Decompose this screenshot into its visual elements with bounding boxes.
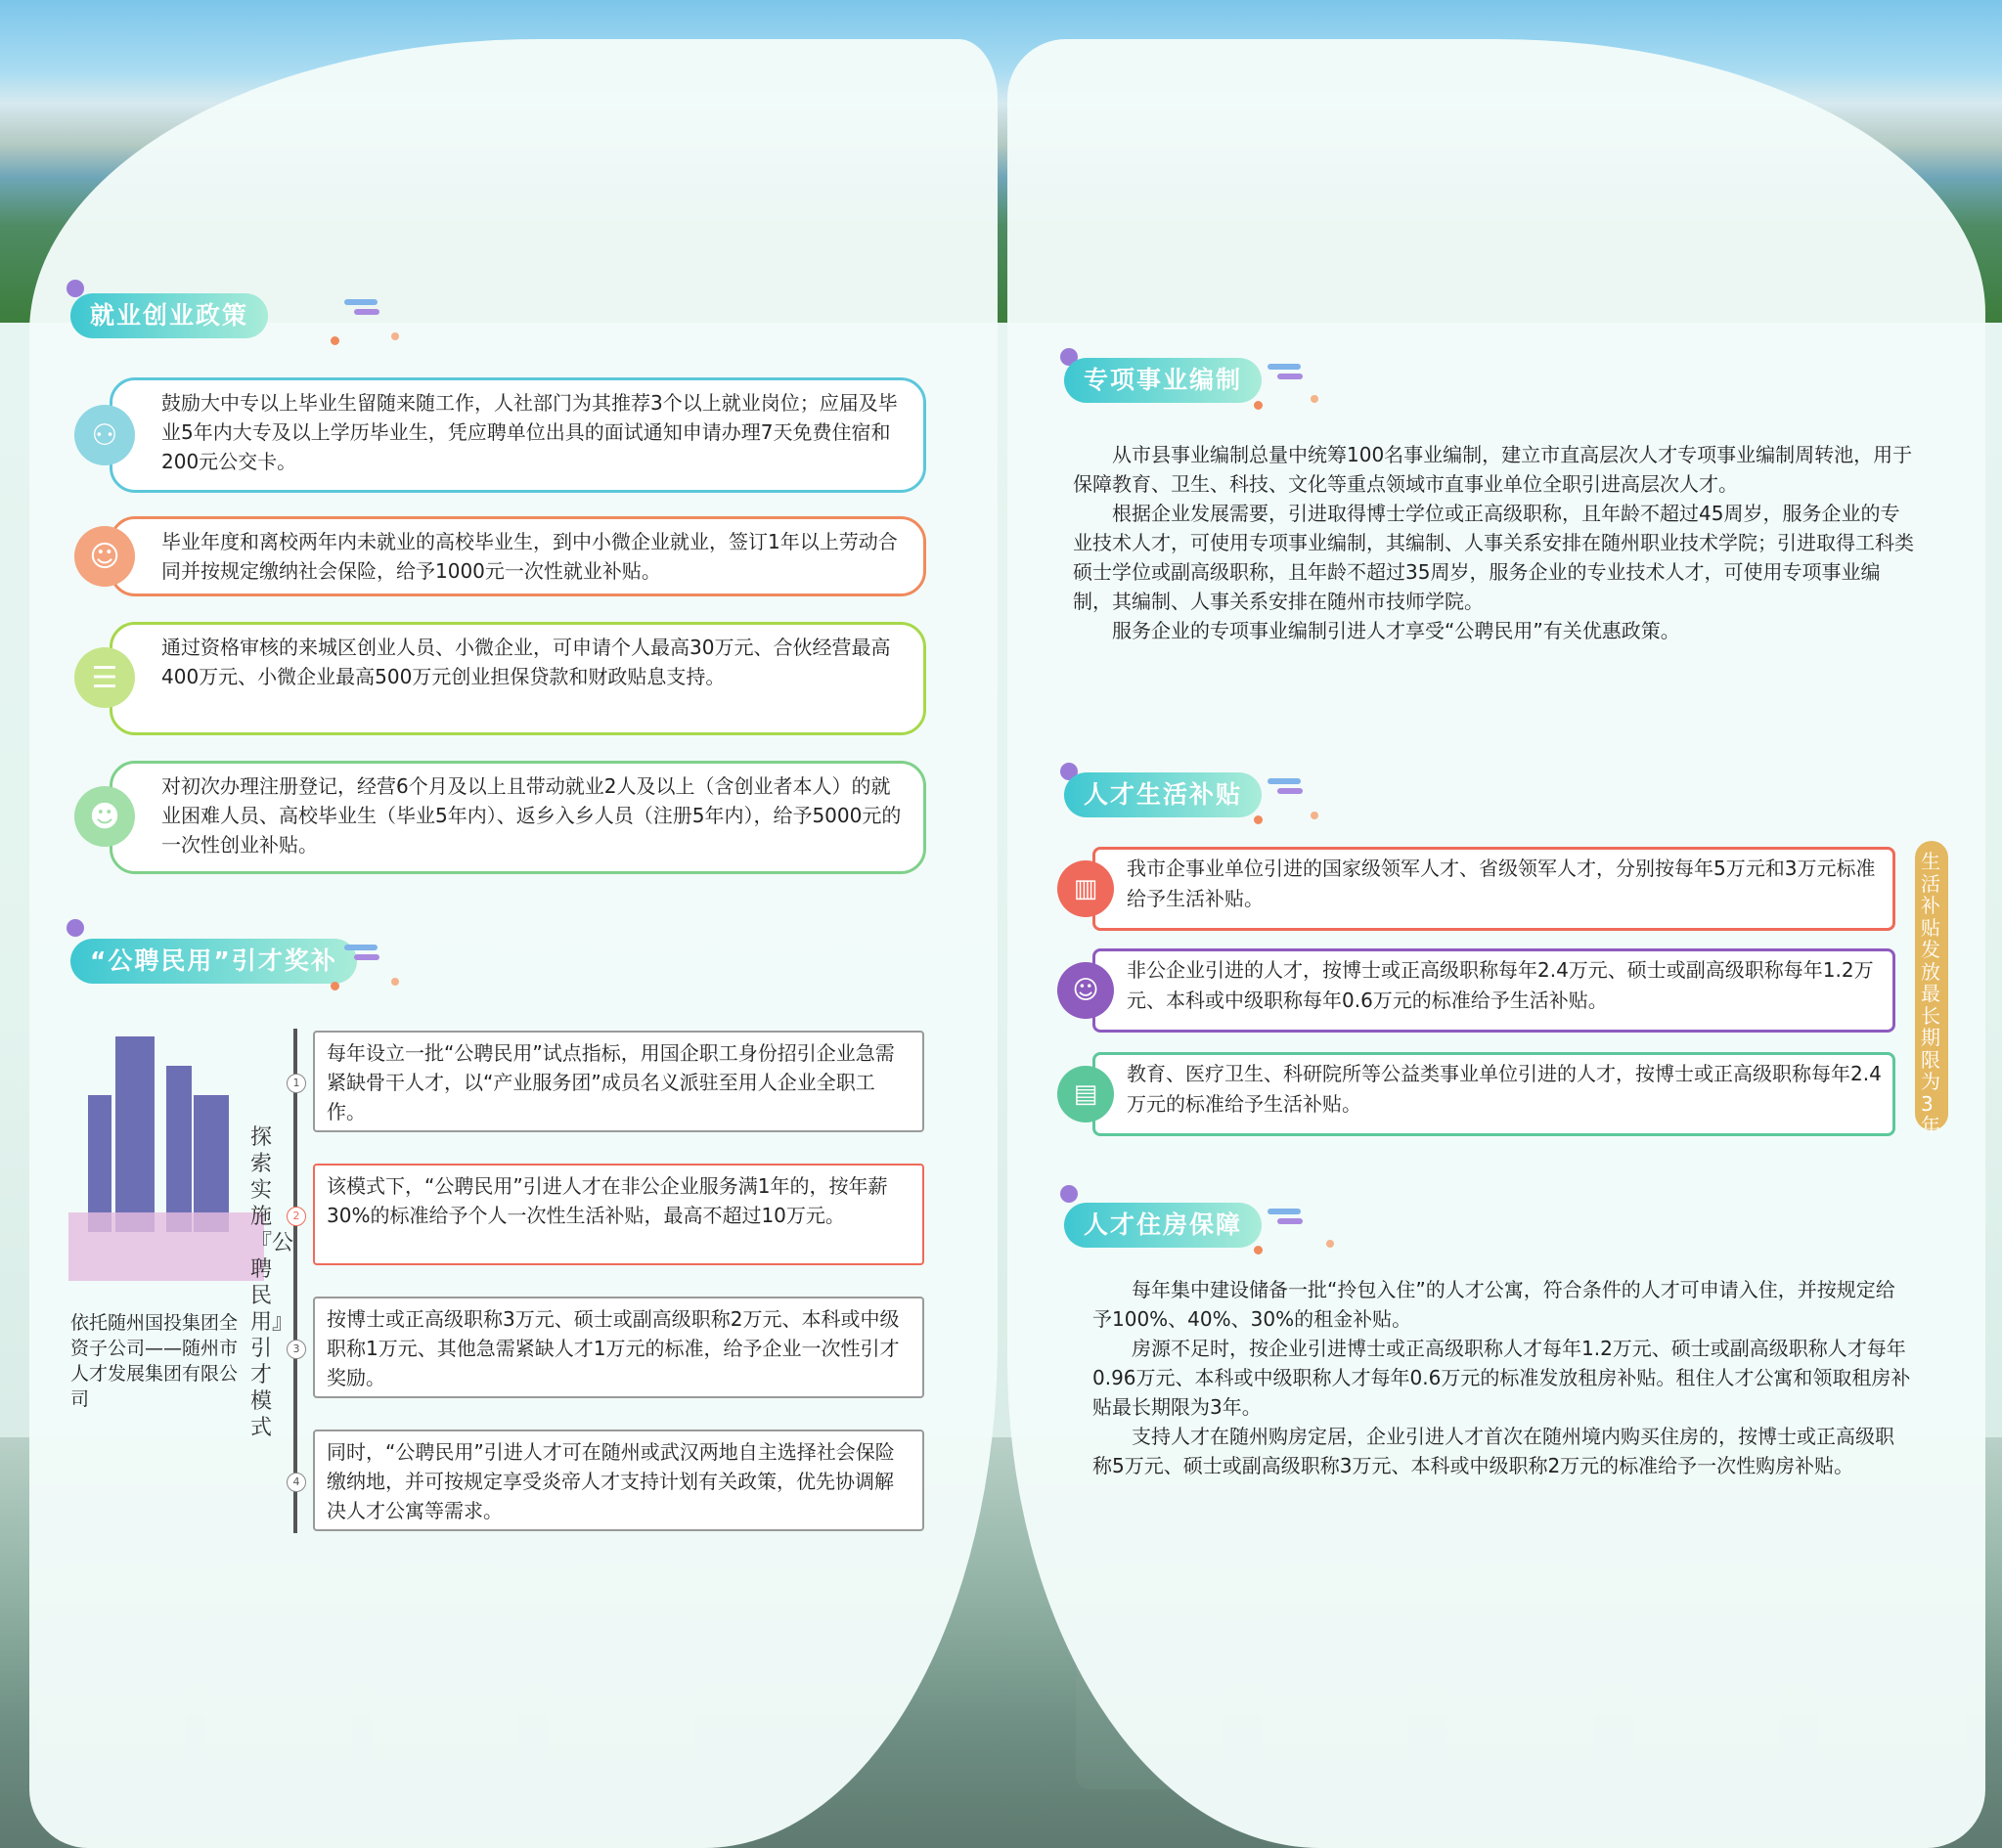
section-title-living: 人才生活补贴 — [1064, 772, 1262, 817]
user-laptop-icon: ☻ — [74, 786, 135, 847]
recruit-item-4 — [313, 1430, 924, 1531]
living-card-1 — [1092, 847, 1895, 931]
employment-card-3-text: 通过资格审核的来城区创业人员、小微企业，可申请个人最高30万元、合伙经营最高400万元、小微企业最高500万元创业担保贷款和财政贴息支持。 — [161, 636, 891, 688]
section-title-special: 专项事业编制 — [1064, 358, 1262, 403]
right-panel — [1007, 39, 1985, 1848]
employment-card-2-text: 毕业年度和离校两年内未就业的高校毕业生，到中小微企业就业，签订1年以上劳动合同并按规定缴纳社会保险，给予1000元一次性就业补贴。 — [161, 530, 898, 583]
people-network-icon: ⚇ — [74, 405, 135, 465]
recruit-item-2 — [313, 1164, 924, 1265]
employment-card-4 — [110, 761, 926, 874]
id-badge-icon: ☺ — [74, 526, 135, 587]
employment-card-2 — [110, 516, 926, 596]
housing-paragraph-3: 支持人才在随州购房定居，企业引进人才首次在随州境内购买住房的，按博士或正高级职称5万元、硕士或副高级职称3万元、本科或中级职称2万元的标准给予一次性购房补贴。 — [1092, 1425, 1894, 1477]
recruit-item-2-text: 该模式下，“公聘民用”引进人才在非公企业服务满1年的，按年薪30%的标准给予个人一次性生活补贴，最高不超过10万元。 — [327, 1174, 888, 1227]
recruit-item-1 — [313, 1031, 924, 1132]
living-card-3 — [1092, 1052, 1895, 1136]
employment-card-3 — [110, 622, 926, 735]
employment-card-4-text: 对初次办理注册登记，经营6个月及以上且带动就业2人及以上（含创业者本人）的就业困难人员、高校毕业生（毕业5年内）、返乡入乡人员（注册5年内），给予5000元的一次性创业补贴。 — [161, 774, 902, 857]
special-paragraph-3: 服务企业的专项事业编制引进人才享受“公聘民用”有关优惠政策。 — [1112, 619, 1680, 642]
living-card-1-text: 我市企事业单位引进的国家级领军人才、省级领军人才，分别按每年5万元和3万元标准给予生活补贴。 — [1127, 857, 1876, 910]
step-number-4: 4 — [287, 1473, 306, 1492]
living-card-3-text: 教育、医疗卫生、科研院所等公益类事业单位引进的人才，按博士或正高级职称每年2.4万元的标准给予生活补贴。 — [1127, 1062, 1882, 1116]
recruit-item-4-text: 同时，“公聘民用”引进人才可在随州或武汉两地自主选择社会保险缴纳地，并可按规定享受炎帝人才支持计划有关政策，优先协调解决人才公寓等需求。 — [327, 1440, 895, 1522]
books-icon: ▤ — [1057, 1066, 1114, 1122]
timeline-line — [293, 1029, 297, 1533]
living-card-2-text: 非公企业引进的人才，按博士或正高级职称每年2.4万元、硕士或副高级职称每年1.2万元、本科或中级职称每年0.6万元的标准给予生活补贴。 — [1127, 958, 1874, 1012]
step-number-2: 2 — [287, 1207, 306, 1226]
step-number-1: 1 — [287, 1074, 306, 1093]
building-illustration — [68, 1027, 264, 1281]
recruit-vertical-label — [250, 1124, 294, 1441]
employment-card-1-text: 鼓励大中专以上毕业生留随来随工作，人社部门为其推荐3个以上就业岗位；应届及毕业5年内大专及以上学历毕业生，凭应聘单位出具的面试通知申请办理7天免费住宿和200元公交卡。 — [161, 391, 898, 473]
building-icon: ▥ — [1057, 860, 1114, 917]
housing-paragraph-1: 每年集中建设储备一批“拎包入住”的人才公寓，符合条件的人才可申请入住，并按规定给予100%、40%、30%的租金补贴。 — [1092, 1278, 1895, 1331]
recruit-caption: 依托随州国投集团全资子公司——随州市人才发展集团有限公司 — [70, 1312, 239, 1410]
clipboard-icon: ☰ — [74, 647, 135, 708]
employment-card-1 — [110, 377, 926, 493]
recruit-vertical-label-text: 探索实施『公聘民用』引才模式 — [250, 1125, 294, 1440]
housing-text — [1092, 1275, 1912, 1480]
special-paragraph-2: 根据企业发展需要，引进取得博士学位或正高级职称，且年龄不超过45周岁，服务企业的专业技术人才，可使用专项事业编制，其编制、人事关系安排在随州职业技术学院；引进取得工科类硕士学位或副高级职称，且年龄不超过35周岁，服务企业的专业技术人才，可使用专项事业编制，其编制、人事关系安排在随州市技师学院。 — [1073, 502, 1914, 613]
section-title-housing: 人才住房保障 — [1064, 1203, 1262, 1248]
living-card-2 — [1092, 948, 1895, 1033]
recruit-item-3-text: 按博士或正高级职称3万元、硕士或副高级职称2万元、本科或中级职称1万元、其他急需紧缺人才1万元的标准，给予企业一次性引才奖励。 — [327, 1307, 900, 1389]
special-paragraph-1: 从市县事业编制总量中统筹100名事业编制，建立市直高层次人才专项事业编制周转池，用于保障教育、卫生、科技、文化等重点领域市直事业单位全职引进高层次人才。 — [1073, 443, 1913, 496]
team-icon: ☺ — [1057, 962, 1114, 1019]
recruit-item-3 — [313, 1297, 924, 1398]
housing-paragraph-2: 房源不足时，按企业引进博士或正高级职称人才每年1.2万元、硕士或副高级职称人才每年0.96万元、本科或中级职称人才每年0.6万元的标准发放租房补贴。租住人才公寓和领取租房补贴最长期限为3年。 — [1092, 1337, 1911, 1419]
section-title-recruit: “公聘民用”引才奖补 — [70, 939, 357, 984]
step-number-3: 3 — [287, 1340, 306, 1359]
special-text — [1073, 440, 1914, 645]
section-title-employment: 就业创业政策 — [70, 293, 268, 338]
recruit-item-1-text: 每年设立一批“公聘民用”试点指标，用国企职工身份招引企业急需紧缺骨干人才，以“产业服务团”成员名义派驻至用人企业全职工作。 — [327, 1041, 895, 1123]
living-side-note — [1915, 841, 1948, 1137]
living-side-note-text: 生活补贴发放最长期限为3年 — [1921, 850, 1940, 1137]
